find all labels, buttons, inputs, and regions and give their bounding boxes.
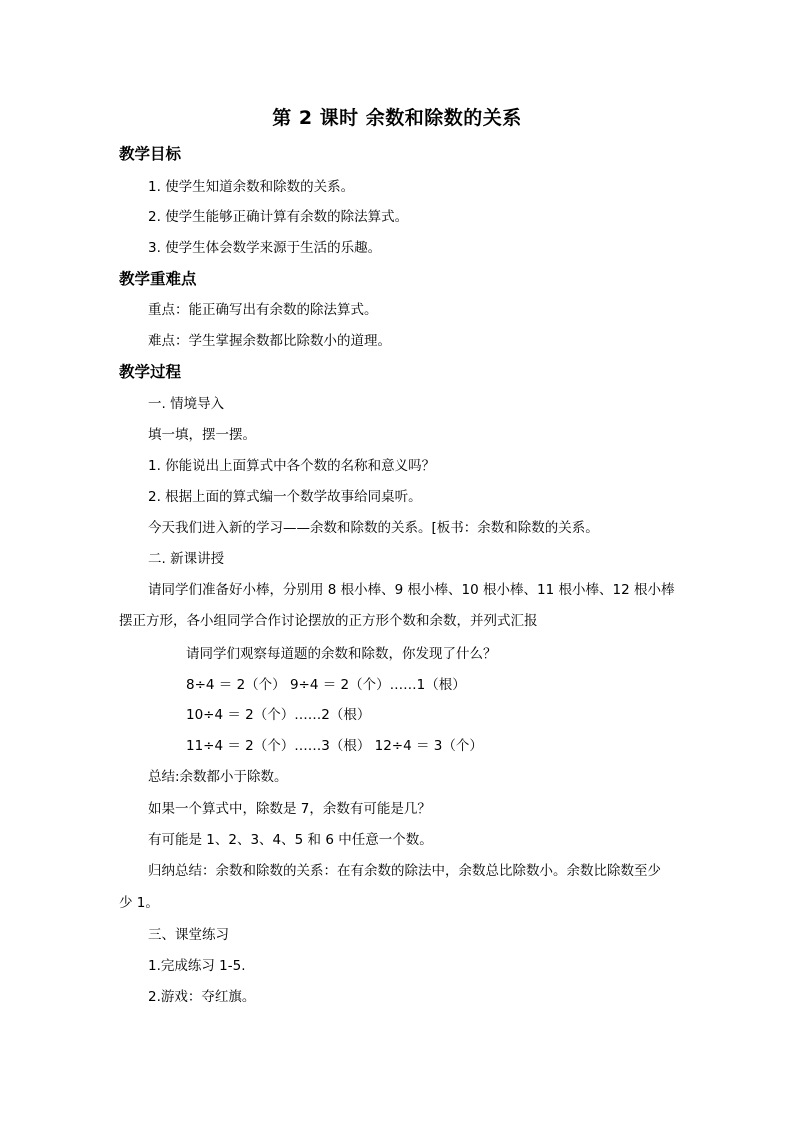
answer-2: 有可能是 1、2、3、4、5 和 6 中任意一个数。	[148, 832, 433, 848]
conclusion-line-1: 归纳总结：余数和除数的关系：在有余数的除法中，余数总比除数小。余数比除数至少	[148, 863, 661, 879]
part3-item-1: 1.完成练习 1-5.	[148, 958, 246, 974]
part2-heading: 二. 新课讲授	[148, 551, 225, 567]
equation-line-3: 11÷4 ＝ 2（个）……3（根） 12÷4 ＝ 3（个）	[186, 738, 483, 754]
part1-line-4: 今天我们进入新的学习——余数和除数的关系。[板书：余数和除数的关系。	[148, 520, 599, 536]
heading-teaching-process: 教学过程	[119, 363, 182, 381]
goal-item-3: 3. 使学生体会数学来源于生活的乐趣。	[148, 240, 382, 256]
part2-question: 请同学们观察每道题的余数和除数，你发现了什么？	[186, 646, 497, 662]
part3-heading: 三、课堂练习	[148, 927, 229, 943]
conclusion-line-2: 少 1。	[119, 895, 159, 911]
goal-item-2: 2. 使学生能够正确计算有余数的除法算式。	[148, 209, 409, 225]
equation-line-2: 10÷4 ＝ 2（个）……2（根）	[186, 707, 371, 723]
part1-line-3: 2. 根据上面的算式编一个数学故事给同桌听。	[148, 489, 422, 505]
question-2: 如果一个算式中，除数是 7，余数有可能是几？	[148, 801, 431, 817]
goal-item-1: 1. 使学生知道余数和除数的关系。	[148, 179, 355, 195]
key-point: 重点：能正确写出有余数的除法算式。	[148, 302, 378, 318]
part1-line-2: 1. 你能说出上面算式中各个数的名称和意义吗？	[148, 458, 436, 474]
part2-paragraph-line-2: 摆正方形，各小组同学合作讨论摆放的正方形个数和余数，并列式汇报	[119, 613, 538, 629]
part2-paragraph-line-1: 请同学们准备好小棒，分别用 8 根小棒、9 根小棒、10 根小棒、11 根小棒、12 根小棒	[148, 582, 675, 598]
heading-teaching-goals: 教学目标	[119, 145, 182, 163]
part3-item-2: 2.游戏：夺红旗。	[148, 989, 256, 1005]
part1-heading: 一. 情境导入	[148, 396, 225, 412]
difficulty-point: 难点：学生掌握余数都比除数小的道理。	[148, 333, 391, 349]
summary: 总结:余数都小于除数。	[148, 769, 288, 785]
equation-line-1: 8÷4 ＝ 2（个） 9÷4 ＝ 2（个）……1（根）	[186, 677, 466, 693]
heading-key-points: 教学重难点	[119, 270, 197, 288]
page-title: 第 2 课时 余数和除数的关系	[272, 107, 522, 129]
part1-line-1: 填一填，摆一摆。	[148, 427, 256, 443]
